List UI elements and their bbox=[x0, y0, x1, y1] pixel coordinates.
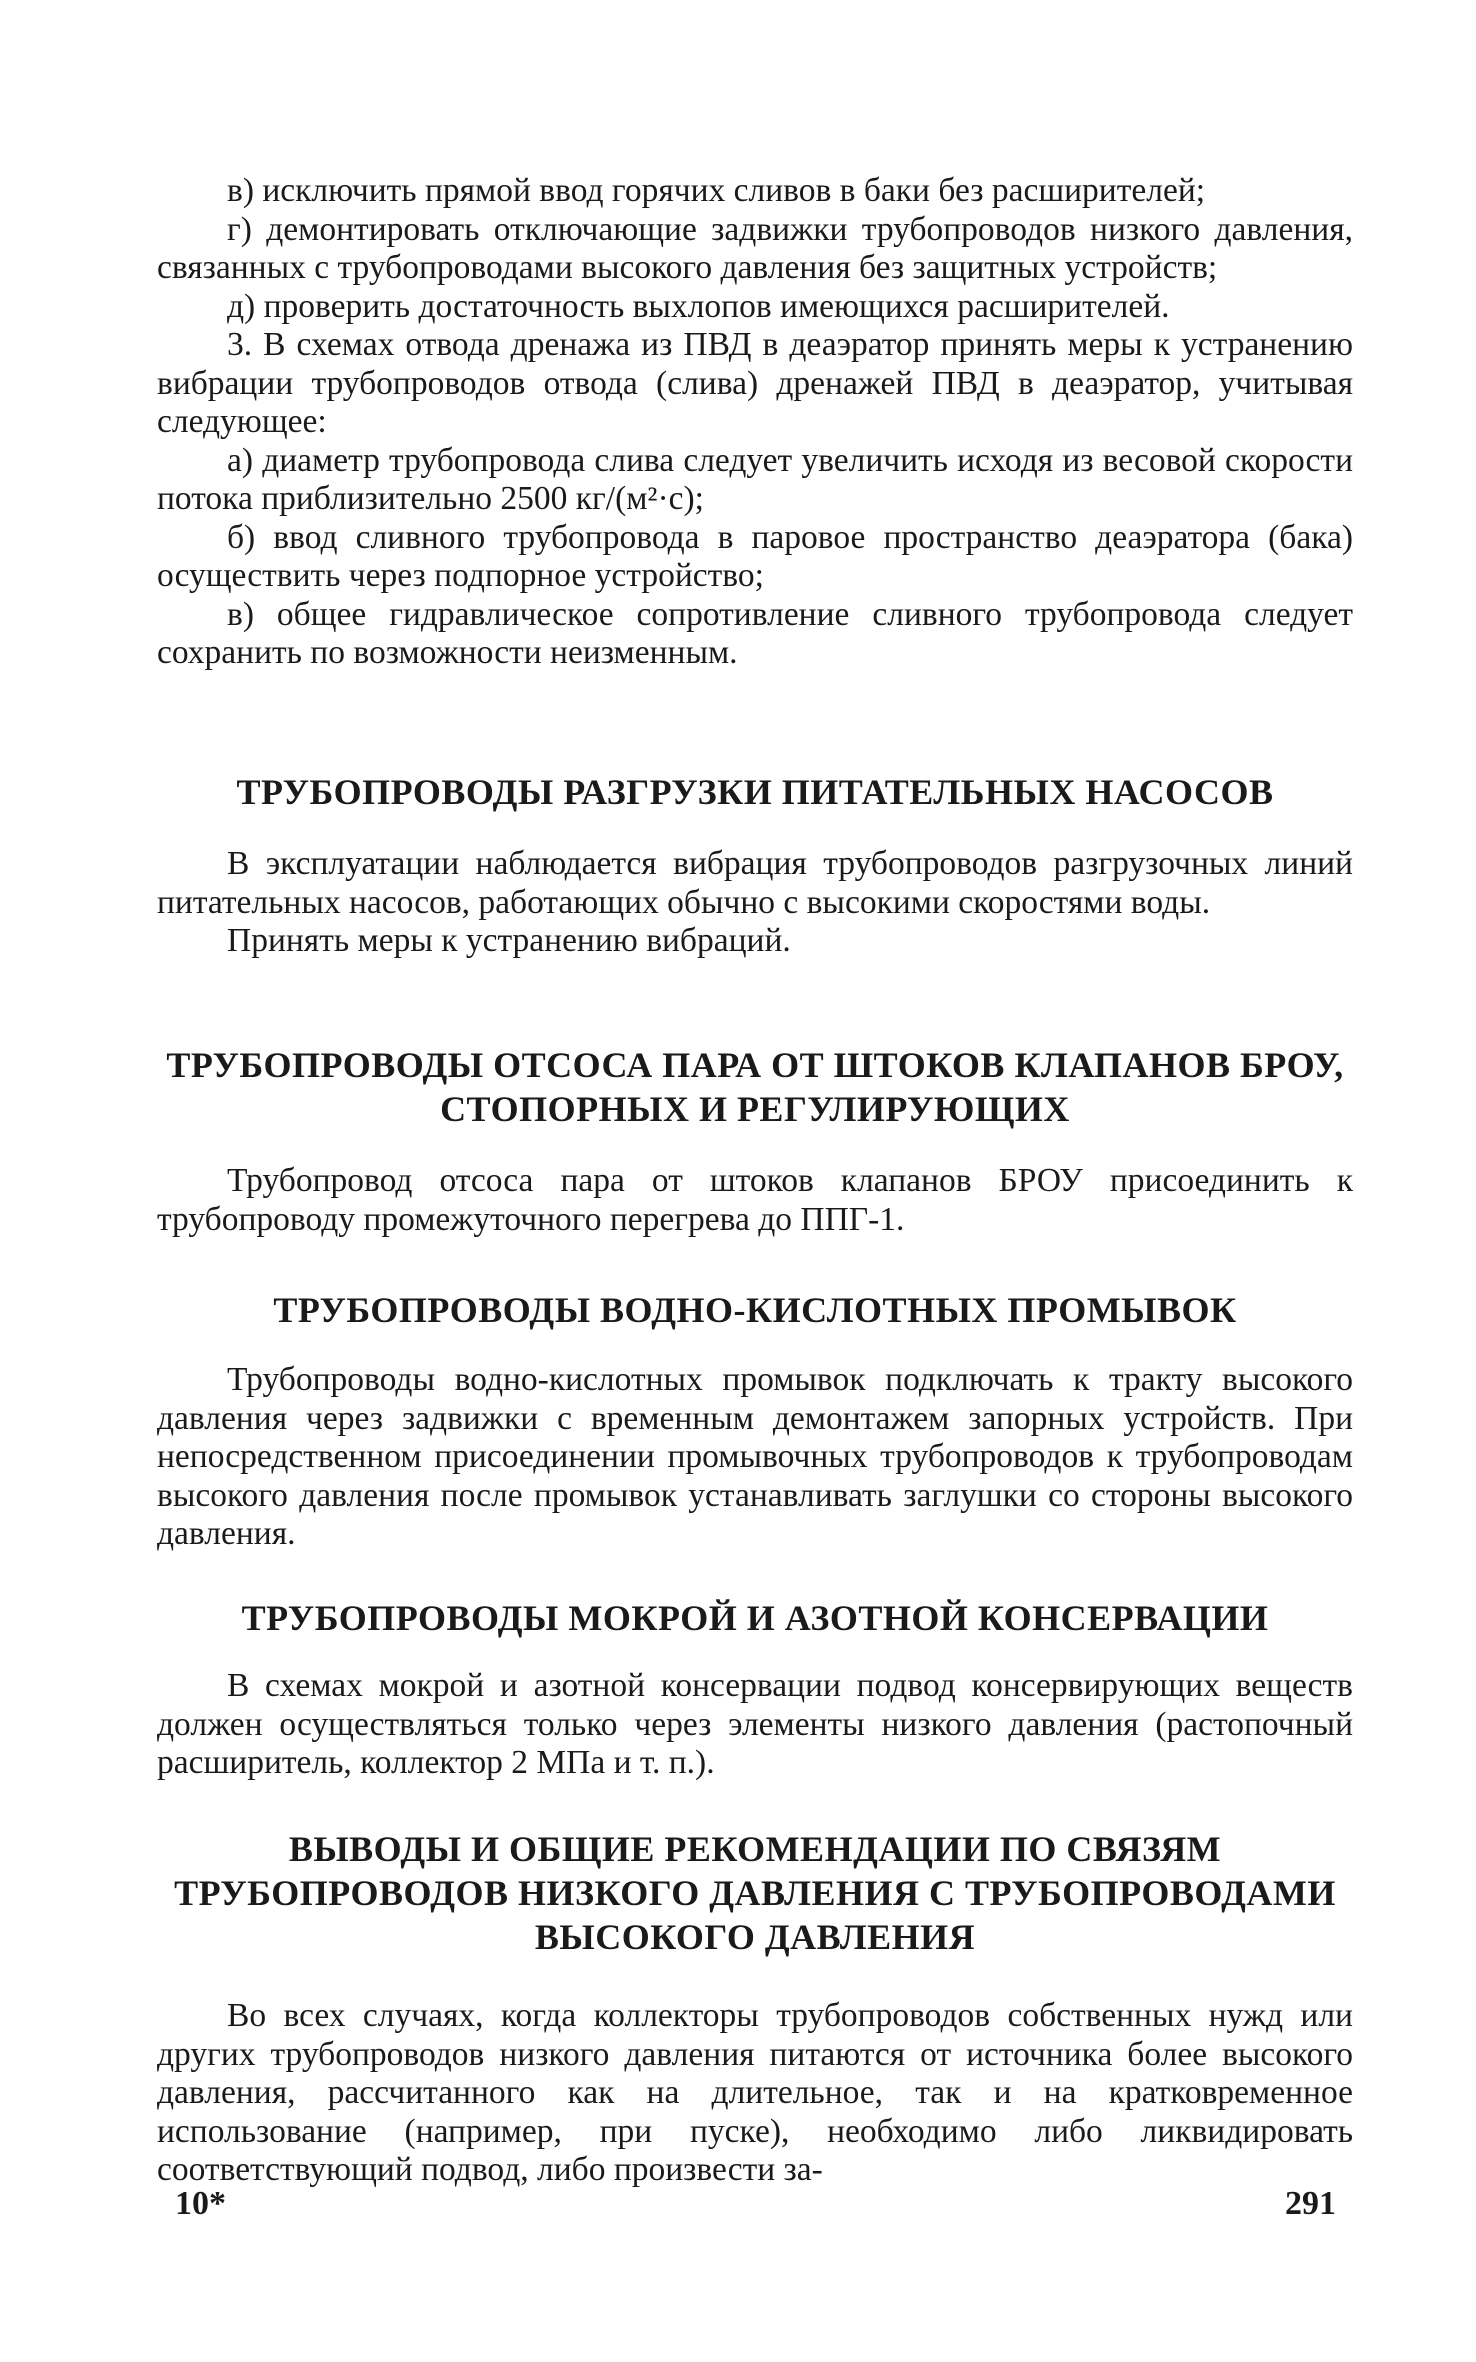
section-conclusions bbox=[157, 1827, 1353, 1959]
section-paragraph: Трубопровод отсоса пара от штоков клапанов БРОУ присоединить к трубопроводу промежуточного перегрева до ППГ-1. bbox=[157, 1162, 1353, 1238]
section-conclusions-body bbox=[157, 1997, 1353, 2190]
paragraph-item-g: г) демонтировать отключающие задвижки трубопроводов низкого давления, связанных с трубопроводами высокого давления без защитных устройств; bbox=[157, 210, 1353, 286]
section-paragraph: В схемах мокрой и азотной консервации подвод консервирующих веществ должен осуществляться только через элементы низкого давления (растопочный расширитель, коллектор 2 МПа и т. п.). bbox=[157, 1667, 1353, 1781]
section-acid-wash-body bbox=[157, 1361, 1353, 1554]
paragraph-item-d: д) проверить достаточность выхлопов имеющихся расширителей. bbox=[227, 287, 1170, 325]
paragraph-item-v: в) исключить прямой ввод горячих сливов в баки без расширителей; bbox=[227, 172, 1206, 209]
section-heading: ТРУБОПРОВОДЫ ВОДНО-КИСЛОТНЫХ ПРОМЫВОК bbox=[273, 1290, 1237, 1330]
section-acid-wash bbox=[157, 1288, 1353, 1332]
section-paragraph: Трубопроводы водно-кислотных промывок подключать к тракту высокого давления через задвижки с временным демонтажем запорных устройств. При непосредственном присоединении промывочных трубопроводов к трубопроводам высокого давления после промывок устанавливать заглушки со стороны высокого давления. bbox=[157, 1361, 1353, 1552]
page-number: 291 bbox=[1285, 2185, 1336, 2222]
section-paragraph: Во всех случаях, когда коллекторы трубопроводов собственных нужд или других трубопроводов низкого давления питаются от источника более высокого давления, рассчитанного как на длительное, так и на кратковременное использование (например, при пуске), необходимо либо ликвидировать соответствующий подвод, либо произвести за- bbox=[157, 1997, 1353, 2188]
section-heading: ТРУБОПРОВОДЫ ОТСОСА ПАРА ОТ ШТОКОВ КЛАПАНОВ БРОУ, СТОПОРНЫХ И РЕГУЛИРУЮЩИХ bbox=[166, 1045, 1344, 1129]
text-block-top bbox=[157, 172, 1353, 673]
paragraph-item-v2: в) общее гидравлическое сопротивление сливного трубопровода следует сохранить по возможности неизменным. bbox=[157, 595, 1353, 671]
paragraph-item-b: б) ввод сливного трубопровода в паровое пространство деаэратора (бака) осуществить через подпорное устройство; bbox=[157, 518, 1353, 594]
section-unloading-body bbox=[157, 845, 1353, 961]
section-steam-suction-body bbox=[157, 1162, 1353, 1239]
section-heading: ВЫВОДЫ И ОБЩИЕ РЕКОМЕНДАЦИИ ПО СВЯЗЯМ ТРУБОПРОВОДОВ НИЗКОГО ДАВЛЕНИЯ С ТРУБОПРОВОДАМИ ВЫСОКОГО ДАВЛЕНИЯ bbox=[174, 1829, 1336, 1957]
signature-mark: 10* bbox=[175, 2185, 226, 2222]
section-steam-suction bbox=[157, 1043, 1353, 1131]
section-heading: ТРУБОПРОВОДЫ РАЗГРУЗКИ ПИТАТЕЛЬНЫХ НАСОСОВ bbox=[236, 772, 1274, 812]
section-unloading bbox=[157, 770, 1353, 814]
paragraph-point-3: 3. В схемах отвода дренажа из ПВД в деаэратор принять меры к устранению вибрации трубопроводов отвода (слива) дренажей ПВД в деаэратор, учитывая следующее: bbox=[157, 326, 1353, 440]
section-heading: ТРУБОПРОВОДЫ МОКРОЙ И АЗОТНОЙ КОНСЕРВАЦИИ bbox=[241, 1598, 1269, 1638]
section-paragraph: Принять меры к устранению вибраций. bbox=[227, 922, 791, 959]
section-paragraph: В эксплуатации наблюдается вибрация трубопроводов разгрузочных линий питательных насосов, работающих обычно с высокими скоростями воды. bbox=[157, 845, 1353, 921]
section-conservation bbox=[157, 1596, 1353, 1640]
paragraph-item-a: а) диаметр трубопровода слива следует увеличить исходя из весовой скорости потока приблизительно 2500 кг/(м²·с); bbox=[157, 441, 1353, 517]
section-conservation-body bbox=[157, 1667, 1353, 1783]
